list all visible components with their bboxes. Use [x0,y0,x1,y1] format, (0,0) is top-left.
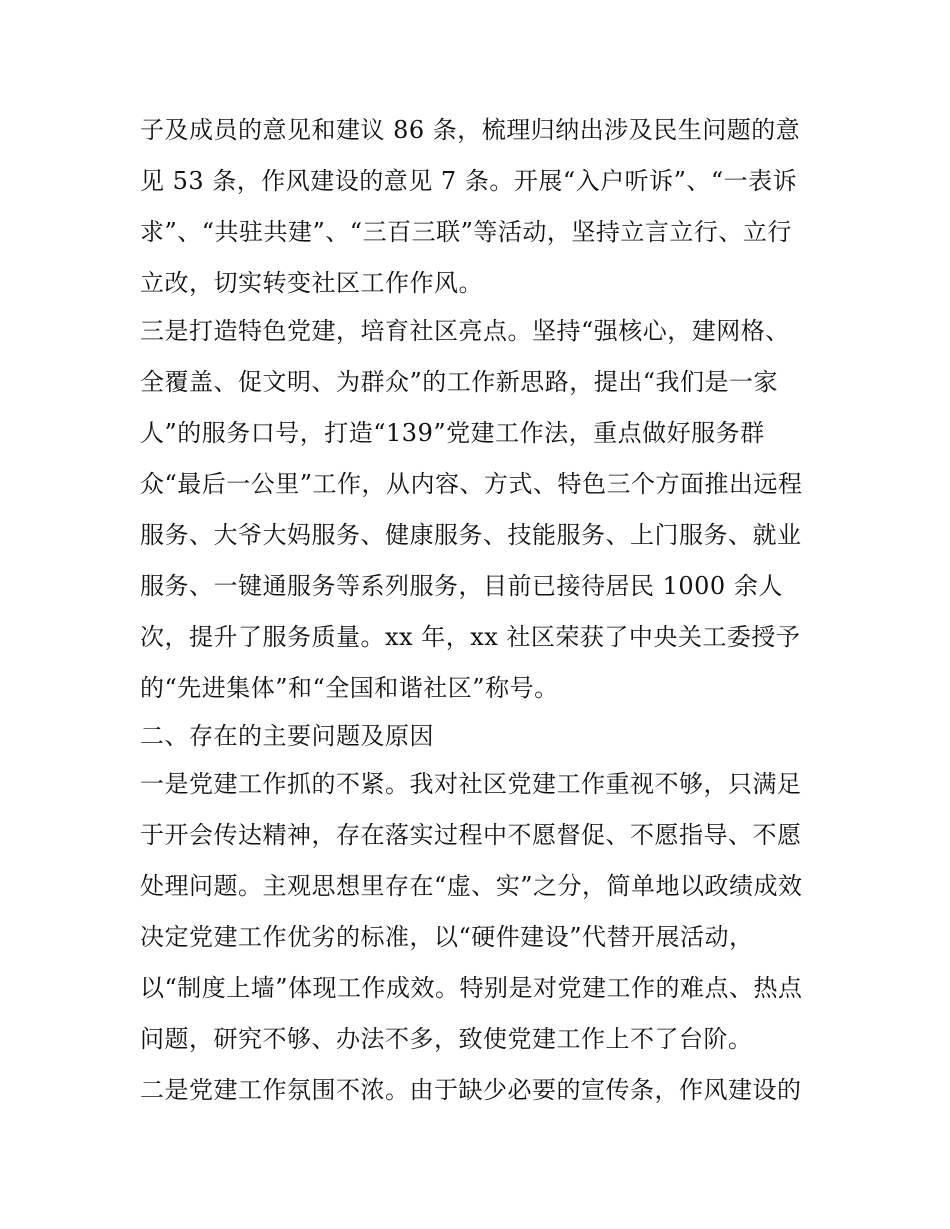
text-line: 服务、大爷大妈服务、健康服务、技能服务、上门服务、就业 [140,521,802,549]
section-heading: 二是党建工作氛围不浓。由于缺少必要的宣传条，作风建设的 [140,1076,802,1104]
text-line: 人”的服务口号，打造“139”党建工作法，重点做好服务群 [140,419,765,447]
text-line: 于开会传达精神，存在落实过程中不愿督促、不愿指导、不愿 [140,821,802,849]
section-heading: 一是党建工作抓的不紧。我对社区党建工作重视不够，只满足 [140,770,802,798]
text-line: 服务、一键通服务等系列服务，目前已接待居民 1000 余人 [140,572,783,600]
text-line: 求”、“共驻共建”、“三百三联”等活动，坚持立言立行、立行 [140,218,792,246]
document-body [140,108,840,1119]
text-line: 见 53 条，作风建设的意见 7 条。开展“入户听诉”、“一表诉 [140,167,798,195]
text-line: 次，提升了服务质量。xx 年，xx 社区荣获了中央关工委授予 [140,623,801,651]
text-line: 决定党建工作优劣的标准，以“硬件建设”代替开展活动， [140,923,754,951]
text-line: 立改，切实转变社区工作作风。 [140,269,483,297]
text-line: 以“制度上墙”体现工作成效。特别是对党建工作的难点、热点 [140,974,803,1002]
text-line: 处理问题。主观思想里存在“虚、实”之分，简单地以政绩成效 [140,872,803,900]
section-heading: 二、存在的主要问题及原因 [140,722,434,750]
section-heading: 三是打造特色党建，培育社区亮点。坚持“强核心，建网格、 [140,317,790,345]
text-line: 的“先进集体”和“全国和谐社区”称号。 [140,674,559,702]
text-line: 众“最后一公里”工作，从内容、方式、特色三个方面推出远程 [140,470,803,498]
text-line: 问题，研究不够、办法不多，致使党建工作上不了台阶。 [140,1025,753,1053]
text-line: 子及成员的意见和建议 86 条，梳理归纳出涉及民生问题的意 [140,116,801,144]
text-line: 全覆盖、促文明、为群众”的工作新思路，提出“我们是一家 [140,368,779,396]
